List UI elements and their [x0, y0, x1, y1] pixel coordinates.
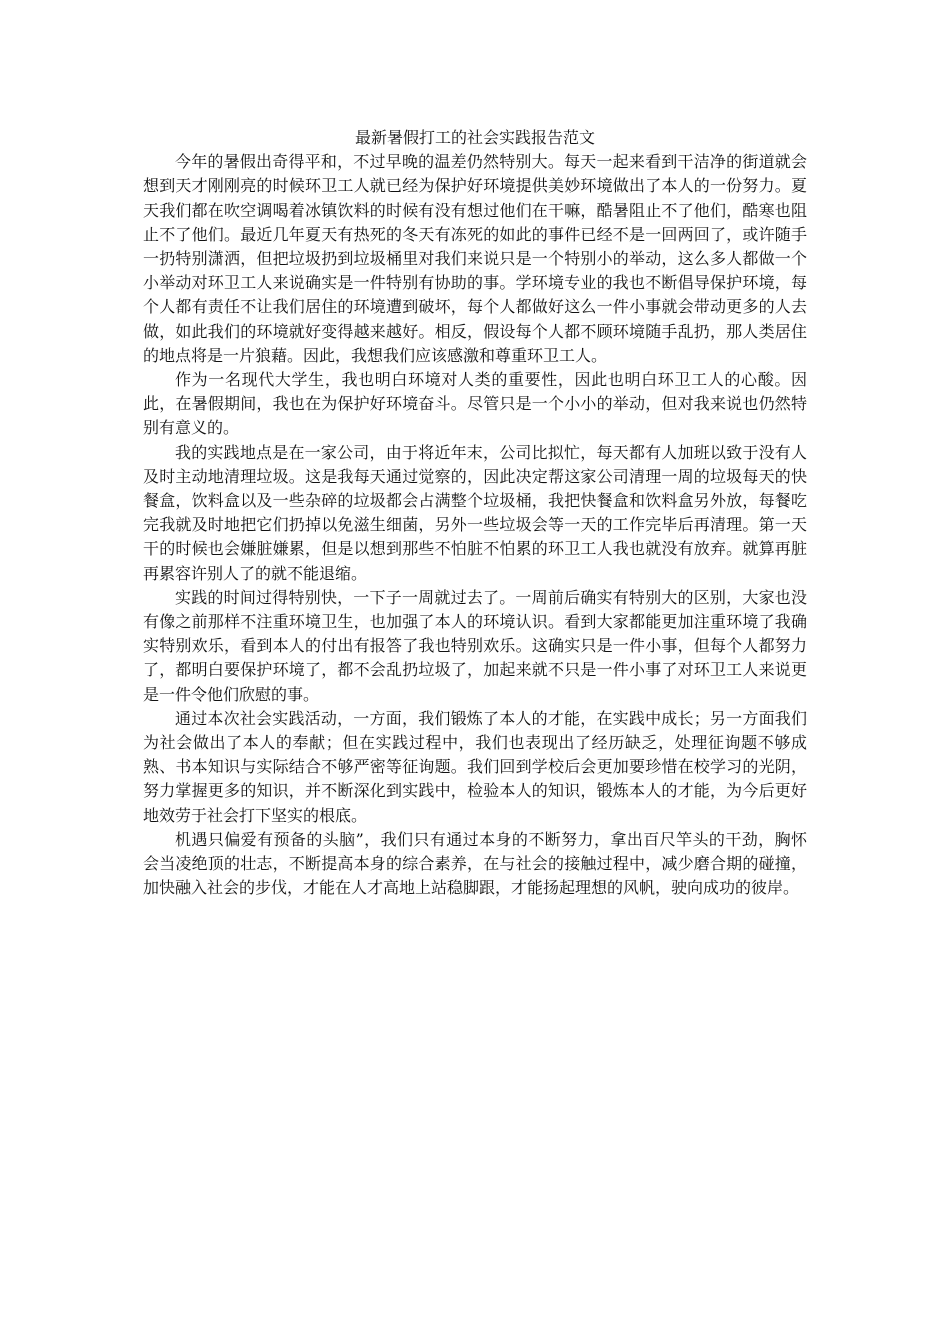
paragraph-2: 作为一名现代大学生，我也明白环境对人类的重要性，因此也明白环卫工人的心酸。因此，在暑假期间，我也在为保护好环境奋斗。尽管只是一个小小的举动，但对我来说也仍然特别有意义的。: [143, 370, 807, 438]
paragraph-5: 通过本次社会实践活动，一方面，我们锻炼了本人的才能，在实践中成长；另一方面我们为社会做出了本人的奉献；但在实践过程中，我们也表现出了经历缺乏，处理征询题不够成熟、书本知识与实际结合不够严密等征询题。我们回到学校后会更加要珍惜在校学习的光阴，努力掌握更多的知识，并不断深化到实践中，检验本人的知识，锻炼本人的才能，为今后更好地效劳于社会打下坚实的根底。: [143, 708, 807, 825]
paragraph-6: 机遇只偏爱有预备的头脑”，我们只有通过本身的不断努力，拿出百尺竿头的干劲，胸怀会当凌绝顶的壮志，不断提高本身的综合素养，在与社会的接触过程中，减少磨合期的碰撞，加快融入社会的步伐，才能在人才高地上站稳脚跟，才能扬起理想的风帆，驶向成功的彼岸。: [143, 829, 807, 898]
paragraph-1: 今年的暑假出奇得平和，不过早晚的温差仍然特别大。每天一起来看到干洁净的街道就会想到天才刚刚亮的时候环卫工人就已经为保护好环境提供美妙环境做出了本人的一份努力。夏天我们都在吹空调喝着冰镇饮料的时候有没有想过他们在干嘛，酷暑阻止不了他们，酷寒也阻止不了他们。最近几年夏天有热死的冬天有冻死的如此的事件已经不是一回两回了，或许随手一扔特别潇洒，但把垃圾扔到垃圾桶里对我们来说只是一个特别小的举动，这么多人都做一个小举动对环卫工人来说确实是一件特别有协助的事。学环境专业的我也不断倡导保护环境，每个人都有责任不让我们居住的环境遭到破坏，每个人都做好这么一件小事就会带动更多的人去做，如此我们的环境就好变得越来越好。相反，假设每个人都不顾环境随手乱扔，那人类居住的地点将是一片狼藉。因此，我想我们应该感激和尊重环卫工人。: [143, 152, 807, 365]
paragraph-3: 我的实践地点是在一家公司，由于将近年末，公司比拟忙，每天都有人加班以致于没有人及时主动地清理垃圾。这是我每天通过觉察的，因此决定帮这家公司清理一周的垃圾每天的快餐盒，饮料盒以及一些杂碎的垃圾都会占满整个垃圾桶，我把快餐盒和饮料盒另外放，每餐吃完我就及时地把它们扔掉以免滋生细菌，另外一些垃圾会等一天的工作完毕后再清理。第一天干的时候也会嫌脏嫌累，但是以想到那些不怕脏不怕累的环卫工人我也就没有放弃。就算再脏再累容许别人了的就不能退缩。: [143, 442, 807, 583]
document-body: [143, 126, 807, 901]
document-title: 最新暑假打工的社会实践报告范文: [354, 128, 595, 147]
paragraph-4: 实践的时间过得特别快，一下子一周就过去了。一周前后确实有特别大的区别，大家也没有像之前那样不注重环境卫生，也加强了本人的环境认识。看到大家都能更加注重环境了我确实特别欢乐，看到本人的付出有报答了我也特别欢乐。这确实只是一件小事，但每个人都努力了，都明白要保护环境了，都不会乱扔垃圾了，加起来就不只是一件小事了对环卫工人来说更是一件令他们欣慰的事。: [143, 587, 807, 704]
